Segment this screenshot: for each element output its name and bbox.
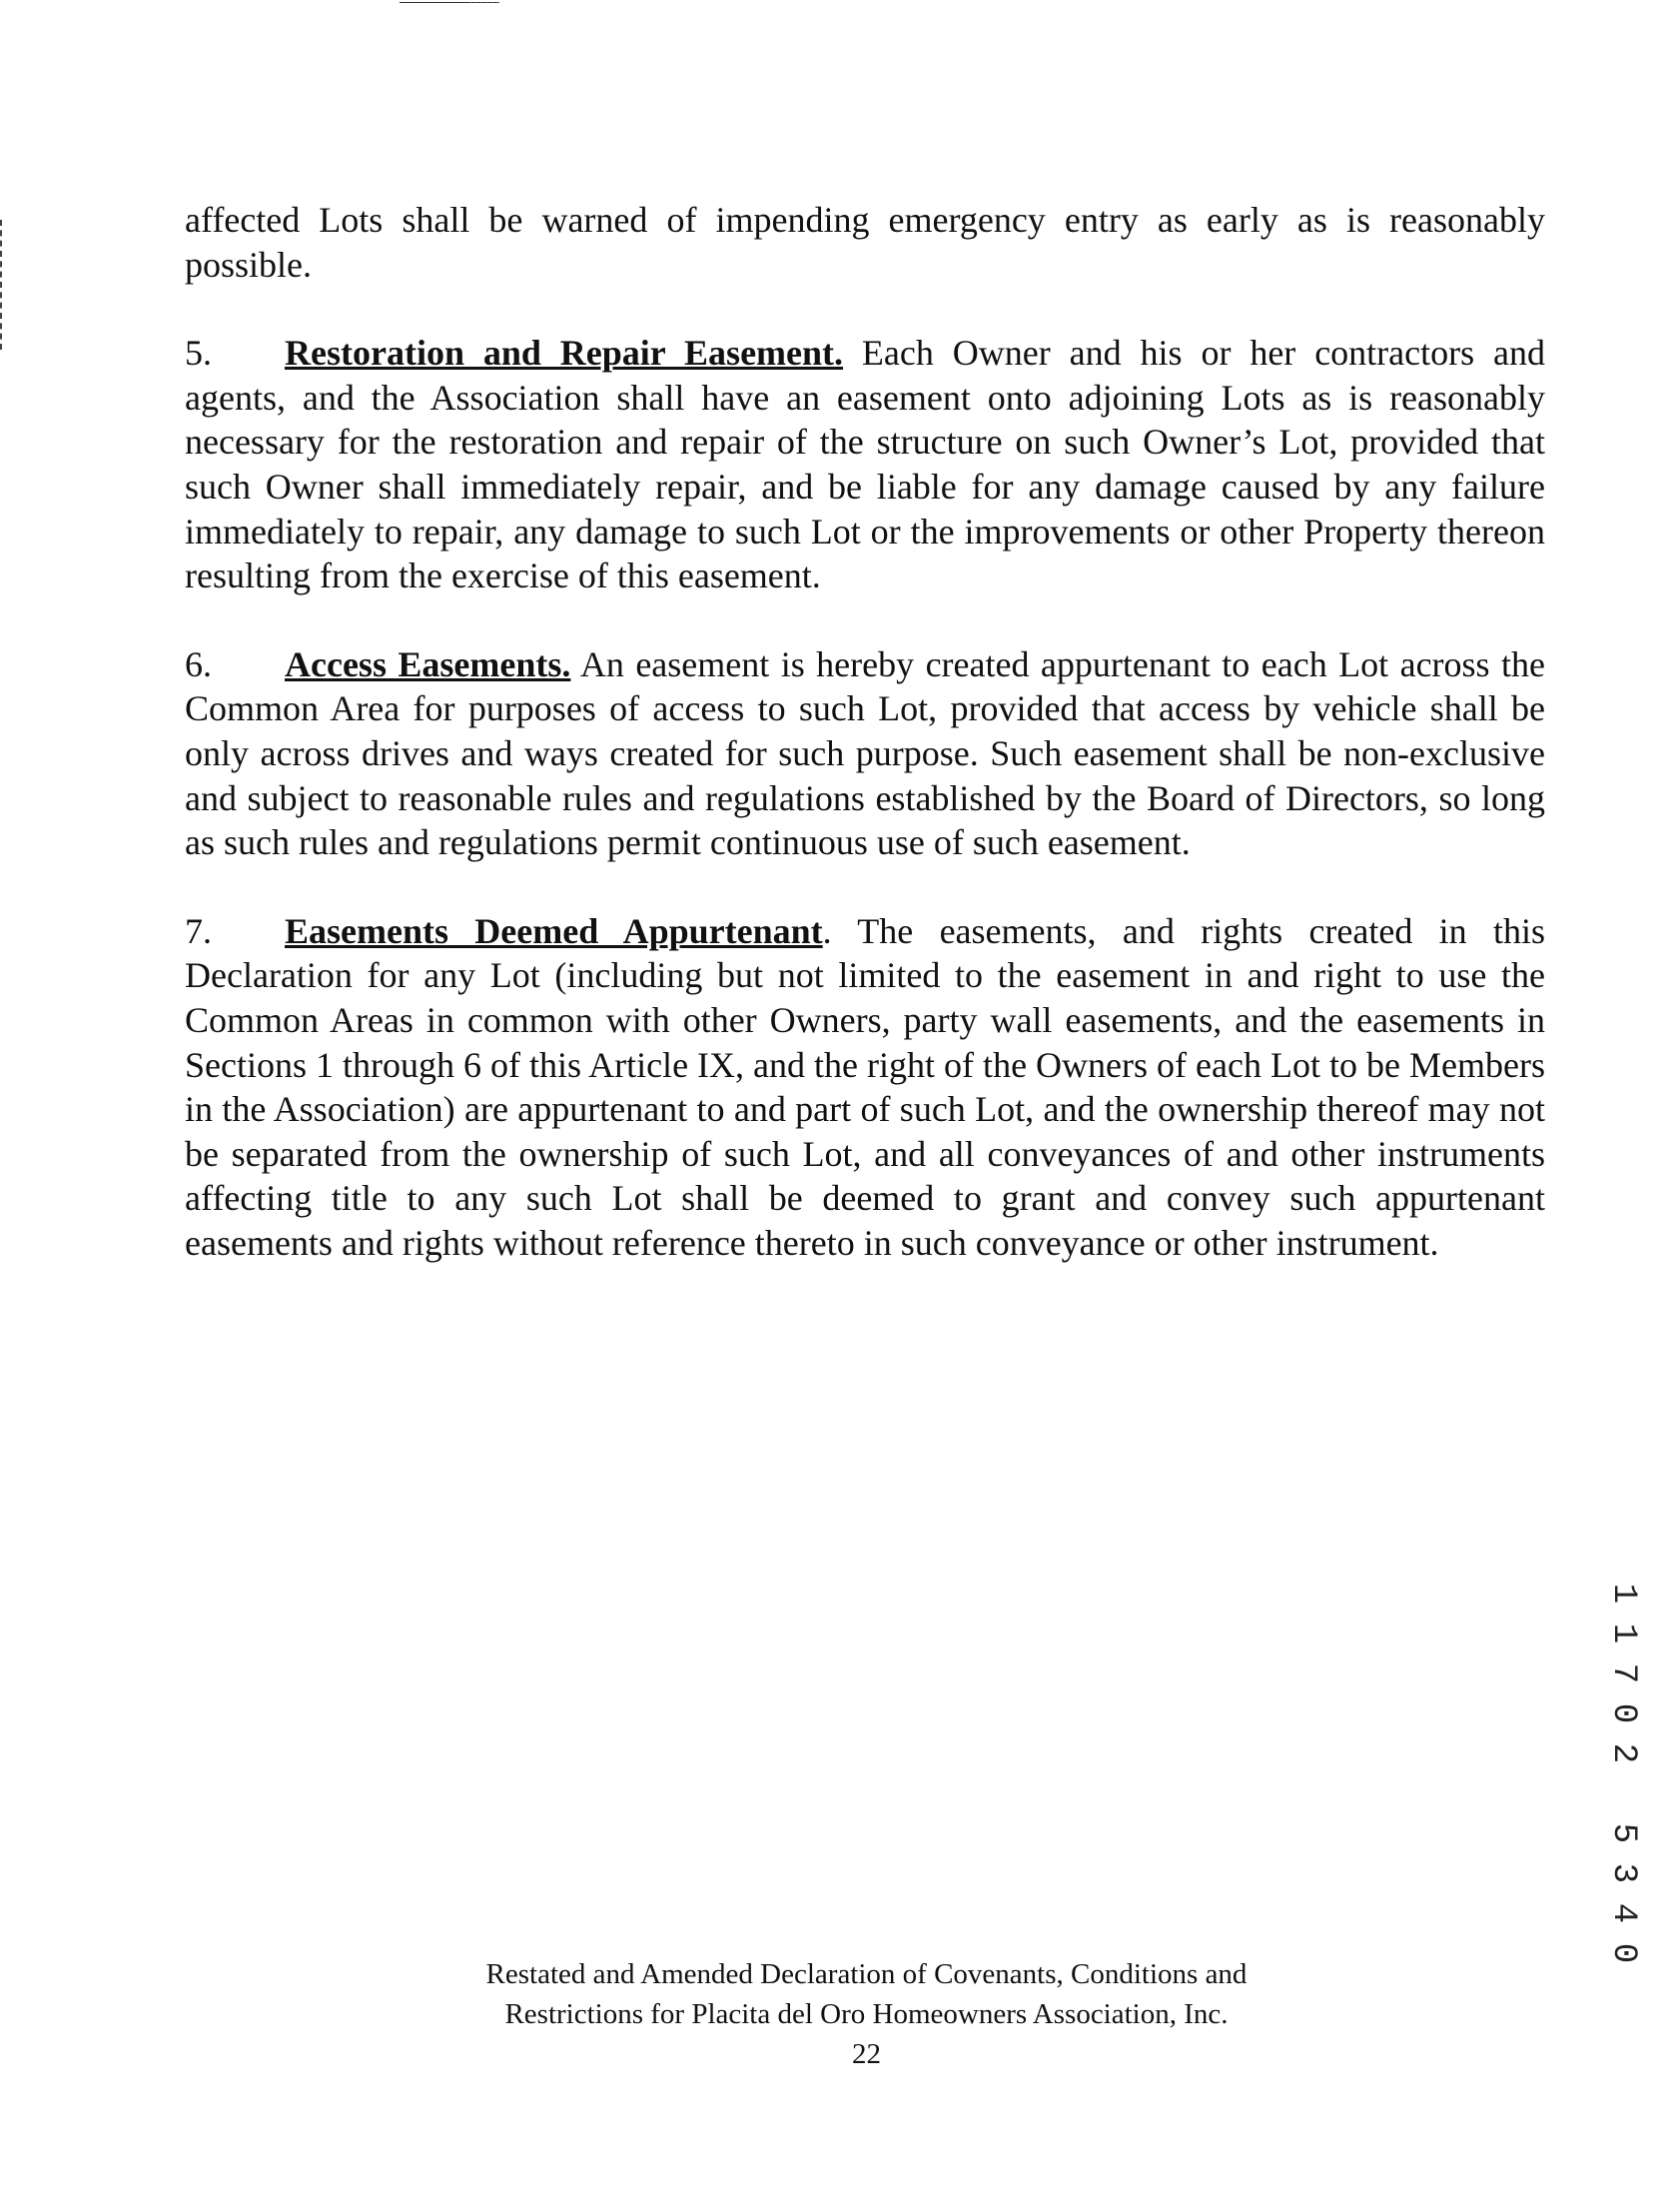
section-number: 5. — [185, 333, 212, 374]
section-number: 6. — [185, 643, 212, 684]
section-heading: Access Easements. — [285, 643, 571, 684]
section-6 — [185, 642, 1545, 865]
document-body — [185, 198, 1545, 1309]
stamp-digit: 5 — [1604, 1822, 1642, 1844]
stamp-digit: 7 — [1604, 1662, 1642, 1684]
stamp-digit: 0 — [1604, 1702, 1642, 1724]
footer-title-line-2: Restrictions for Placita del Oro Homeowners Association, Inc. — [504, 1998, 1229, 2030]
stamp-digit: 4 — [1604, 1902, 1642, 1924]
recording-stamp — [1603, 1574, 1643, 1973]
stamp-digit: 0 — [1604, 1942, 1642, 1964]
section-7 — [185, 909, 1545, 1266]
section-heading: Restoration and Repair Easement. — [285, 333, 844, 374]
section-heading: Easements Deemed Appurtenant — [285, 910, 823, 951]
scan-mark-left — [0, 220, 5, 350]
section-number: 7. — [185, 910, 212, 951]
page-footer — [300, 1954, 1433, 2074]
stamp-digit: 1 — [1604, 1583, 1642, 1605]
stamp-digit: 2 — [1604, 1742, 1642, 1764]
section-body: An easement is hereby created appurtenant to each Lot across the Common Area for purposes of access to such Lot, provided that access by vehicle shall be only across drives and ways created for such purpose. Such easement shall be non-exclusive and subject to reasonable rules and regulations established by the Board of Directors, so long as such rules and regulations permit continuous use of such easement. — [185, 643, 1545, 863]
continuation-text: affected Lots shall be warned of impending emergency entry as early as is reasonably possible. — [185, 200, 1545, 285]
section-5 — [185, 331, 1545, 598]
section-body: Each Owner and his or her contractors and agents, and the Association shall have an easement onto adjoining Lots as is reasonably necessary for the restoration and repair of the structure on such Owner’s Lot, provided that such Owner shall immediately repair, and be liable for any damage caused by any failure immediately to repair, any damage to such Lot or the improvements or other Property thereon resulting from the exercise of this easement. — [185, 333, 1546, 596]
section-body: . The easements, and rights created in this Declaration for any Lot (including but not limited to the easement in and right to use the Common Areas in common with other Owners, party wall easements, and the easements in Sections 1 through 6 of this Article IX, and the right of the Owners of each Lot to be Members in the Association) are appurtenant to and part of such Lot, and the ownership thereof may not be separated from the ownership of such Lot, and all conveyances of and other instruments affecting title to any such Lot shall be deemed to grant and convey such appurtenant easements and rights without reference thereto in such conveyance or other instrument. — [185, 910, 1546, 1263]
stamp-digit: 3 — [1604, 1862, 1642, 1884]
stamp-digit: 1 — [1604, 1623, 1642, 1645]
continuation-paragraph — [185, 198, 1545, 287]
page-number: 22 — [852, 2038, 881, 2070]
footer-title-line-1: Restated and Amended Declaration of Covenants, Conditions and — [485, 1958, 1248, 1990]
scan-mark-top — [400, 2, 499, 6]
